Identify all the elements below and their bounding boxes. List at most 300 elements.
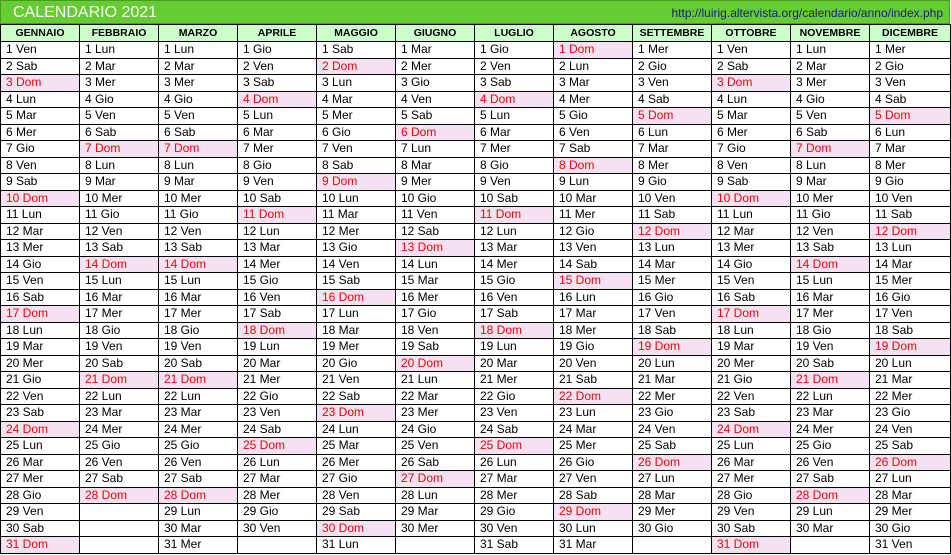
- day-row: [1, 438, 951, 455]
- day-cell: 22 Lun: [80, 388, 159, 405]
- day-cell: 26 Ven: [791, 454, 870, 471]
- day-cell: 5 Ven: [791, 108, 870, 125]
- day-cell: 5 Lun: [238, 108, 317, 125]
- day-row: [1, 141, 951, 158]
- day-cell: 24 Dom: [1, 421, 80, 438]
- day-cell: 29 Ven: [712, 504, 791, 521]
- day-cell: 28 Gio: [1, 487, 80, 504]
- day-cell: 3 Mer: [791, 75, 870, 92]
- day-cell: 3 Gio: [396, 75, 475, 92]
- day-cell: 13 Mer: [712, 240, 791, 257]
- day-cell: 29 Mer: [870, 504, 951, 521]
- day-cell: 27 Mar: [238, 471, 317, 488]
- month-header: DICEMBRE: [870, 25, 951, 42]
- day-row: [1, 421, 951, 438]
- day-cell: 10 Mer: [791, 190, 870, 207]
- day-cell: 2 Mar: [80, 58, 159, 75]
- day-cell: 9 Sab: [1, 174, 80, 191]
- day-cell: 19 Gio: [554, 339, 633, 356]
- day-cell: 20 Mar: [475, 355, 554, 372]
- day-cell: 20 Sab: [159, 355, 238, 372]
- day-cell: 17 Lun: [317, 306, 396, 323]
- day-cell: 9 Sab: [712, 174, 791, 191]
- day-cell: 12 Ven: [80, 223, 159, 240]
- day-row: [1, 124, 951, 141]
- day-cell: 18 Mar: [317, 322, 396, 339]
- day-cell: 14 Dom: [80, 256, 159, 273]
- month-header: GENNAIO: [1, 25, 80, 42]
- day-cell: 7 Mer: [475, 141, 554, 158]
- day-row: [1, 207, 951, 224]
- day-cell: 22 Lun: [791, 388, 870, 405]
- day-cell: 18 Lun: [712, 322, 791, 339]
- day-cell: 16 Ven: [475, 289, 554, 306]
- day-cell: 27 Gio: [317, 471, 396, 488]
- day-cell: 23 Gio: [870, 405, 951, 422]
- day-cell: 21 Dom: [159, 372, 238, 389]
- day-cell: 30 Sab: [1, 520, 80, 537]
- day-cell: 12 Lun: [475, 223, 554, 240]
- day-cell: 15 Ven: [712, 273, 791, 290]
- day-cell: 21 Gio: [1, 372, 80, 389]
- day-cell: 1 Gio: [238, 42, 317, 59]
- day-cell: 14 Dom: [791, 256, 870, 273]
- day-cell: 19 Ven: [159, 339, 238, 356]
- day-cell: 11 Mar: [317, 207, 396, 224]
- day-cell: 3 Sab: [475, 75, 554, 92]
- empty-cell: [80, 520, 159, 537]
- day-cell: 8 Dom: [554, 157, 633, 174]
- day-row: [1, 520, 951, 537]
- day-cell: 23 Sab: [1, 405, 80, 422]
- day-cell: 21 Mer: [238, 372, 317, 389]
- day-row: [1, 405, 951, 422]
- day-cell: 10 Sab: [238, 190, 317, 207]
- month-header: GIUGNO: [396, 25, 475, 42]
- day-cell: 16 Dom: [317, 289, 396, 306]
- day-cell: 19 Lun: [238, 339, 317, 356]
- day-cell: 28 Mar: [870, 487, 951, 504]
- day-cell: 24 Dom: [712, 421, 791, 438]
- month-header: MAGGIO: [317, 25, 396, 42]
- day-cell: 6 Gio: [317, 124, 396, 141]
- day-cell: 31 Ven: [870, 537, 951, 554]
- day-cell: 14 Ven: [317, 256, 396, 273]
- day-cell: 2 Mar: [159, 58, 238, 75]
- day-cell: 15 Mer: [870, 273, 951, 290]
- day-cell: 10 Mar: [554, 190, 633, 207]
- day-cell: 20 Gio: [317, 355, 396, 372]
- day-cell: 4 Mar: [317, 91, 396, 108]
- day-cell: 9 Gio: [870, 174, 951, 191]
- day-cell: 11 Mer: [554, 207, 633, 224]
- day-cell: 16 Ven: [238, 289, 317, 306]
- day-cell: 13 Ven: [554, 240, 633, 257]
- day-row: [1, 174, 951, 191]
- day-cell: 27 Mar: [475, 471, 554, 488]
- day-cell: 1 Dom: [554, 42, 633, 59]
- day-cell: 21 Dom: [791, 372, 870, 389]
- day-cell: 25 Dom: [238, 438, 317, 455]
- day-row: [1, 256, 951, 273]
- day-cell: 20 Ven: [554, 355, 633, 372]
- day-cell: 26 Dom: [870, 454, 951, 471]
- day-cell: 27 Lun: [633, 471, 712, 488]
- day-cell: 4 Lun: [712, 91, 791, 108]
- month-header: APRILE: [238, 25, 317, 42]
- day-cell: 27 Sab: [791, 471, 870, 488]
- month-header-row: [1, 25, 951, 42]
- empty-cell: [633, 537, 712, 554]
- empty-cell: [238, 537, 317, 554]
- day-cell: 22 Mer: [870, 388, 951, 405]
- day-cell: 30 Gio: [870, 520, 951, 537]
- day-cell: 4 Ven: [396, 91, 475, 108]
- day-cell: 24 Lun: [317, 421, 396, 438]
- day-row: [1, 42, 951, 59]
- day-cell: 22 Ven: [712, 388, 791, 405]
- day-cell: 27 Mer: [1, 471, 80, 488]
- day-cell: 23 Mer: [396, 405, 475, 422]
- day-cell: 9 Lun: [554, 174, 633, 191]
- day-cell: 13 Mer: [1, 240, 80, 257]
- day-cell: 22 Ven: [1, 388, 80, 405]
- calendar-body: [1, 42, 951, 554]
- day-cell: 22 Sab: [317, 388, 396, 405]
- day-cell: 28 Ven: [317, 487, 396, 504]
- day-cell: 6 Mer: [712, 124, 791, 141]
- day-row: [1, 504, 951, 521]
- day-cell: 7 Gio: [712, 141, 791, 158]
- day-cell: 10 Gio: [396, 190, 475, 207]
- day-cell: 8 Lun: [159, 157, 238, 174]
- day-cell: 22 Gio: [475, 388, 554, 405]
- day-cell: 17 Mar: [554, 306, 633, 323]
- day-cell: 30 Dom: [317, 520, 396, 537]
- day-cell: 12 Mar: [1, 223, 80, 240]
- day-row: [1, 240, 951, 257]
- day-cell: 22 Lun: [159, 388, 238, 405]
- day-cell: 6 Sab: [80, 124, 159, 141]
- day-cell: 25 Lun: [712, 438, 791, 455]
- day-cell: 8 Mer: [870, 157, 951, 174]
- day-cell: 29 Ven: [1, 504, 80, 521]
- day-cell: 30 Ven: [475, 520, 554, 537]
- day-cell: 30 Sab: [712, 520, 791, 537]
- day-cell: 13 Mar: [475, 240, 554, 257]
- day-cell: 26 Lun: [238, 454, 317, 471]
- day-cell: 18 Gio: [159, 322, 238, 339]
- day-row: [1, 454, 951, 471]
- day-cell: 9 Mar: [791, 174, 870, 191]
- day-cell: 17 Gio: [396, 306, 475, 323]
- day-cell: 17 Mer: [159, 306, 238, 323]
- day-cell: 6 Sab: [159, 124, 238, 141]
- day-cell: 7 Dom: [80, 141, 159, 158]
- day-cell: 15 Lun: [80, 273, 159, 290]
- day-cell: 25 Sab: [633, 438, 712, 455]
- day-cell: 3 Mer: [159, 75, 238, 92]
- day-cell: 5 Mar: [1, 108, 80, 125]
- day-cell: 18 Gio: [80, 322, 159, 339]
- day-cell: 15 Mer: [633, 273, 712, 290]
- day-cell: 8 Gio: [475, 157, 554, 174]
- day-cell: 15 Ven: [1, 273, 80, 290]
- day-cell: 19 Mer: [317, 339, 396, 356]
- day-cell: 25 Mar: [317, 438, 396, 455]
- day-cell: 5 Mar: [712, 108, 791, 125]
- day-cell: 20 Dom: [396, 355, 475, 372]
- day-cell: 14 Mar: [633, 256, 712, 273]
- day-cell: 29 Sab: [317, 504, 396, 521]
- day-cell: 3 Lun: [317, 75, 396, 92]
- day-cell: 1 Gio: [475, 42, 554, 59]
- source-url: http://luirig.altervista.org/calendario/anno/index.php: [671, 6, 943, 20]
- day-row: [1, 388, 951, 405]
- day-cell: 10 Ven: [633, 190, 712, 207]
- day-cell: 25 Gio: [159, 438, 238, 455]
- day-cell: 16 Sab: [712, 289, 791, 306]
- empty-cell: [80, 537, 159, 554]
- day-cell: 2 Gio: [870, 58, 951, 75]
- day-cell: 7 Mar: [633, 141, 712, 158]
- day-cell: 5 Sab: [396, 108, 475, 125]
- day-cell: 28 Dom: [80, 487, 159, 504]
- day-cell: 16 Mer: [396, 289, 475, 306]
- day-cell: 14 Gio: [1, 256, 80, 273]
- day-cell: 14 Mer: [475, 256, 554, 273]
- day-cell: 21 Mar: [633, 372, 712, 389]
- day-cell: 9 Mar: [80, 174, 159, 191]
- day-cell: 10 Mer: [80, 190, 159, 207]
- day-cell: 1 Ven: [712, 42, 791, 59]
- day-cell: 20 Mar: [238, 355, 317, 372]
- day-cell: 1 Lun: [791, 42, 870, 59]
- day-cell: 13 Lun: [870, 240, 951, 257]
- day-cell: 4 Sab: [633, 91, 712, 108]
- day-cell: 7 Sab: [554, 141, 633, 158]
- day-cell: 26 Lun: [475, 454, 554, 471]
- day-row: [1, 157, 951, 174]
- day-cell: 13 Mar: [238, 240, 317, 257]
- day-cell: 20 Mer: [1, 355, 80, 372]
- day-cell: 7 Dom: [791, 141, 870, 158]
- day-cell: 12 Lun: [238, 223, 317, 240]
- day-cell: 11 Gio: [159, 207, 238, 224]
- day-cell: 23 Ven: [238, 405, 317, 422]
- day-cell: 12 Ven: [791, 223, 870, 240]
- day-row: [1, 322, 951, 339]
- day-cell: 28 Mer: [475, 487, 554, 504]
- day-cell: 13 Gio: [317, 240, 396, 257]
- day-row: [1, 75, 951, 92]
- day-cell: 19 Mar: [712, 339, 791, 356]
- day-cell: 15 Dom: [554, 273, 633, 290]
- day-cell: 20 Sab: [80, 355, 159, 372]
- day-cell: 21 Mar: [870, 372, 951, 389]
- day-cell: 3 Mer: [80, 75, 159, 92]
- day-cell: 5 Ven: [80, 108, 159, 125]
- day-cell: 14 Dom: [159, 256, 238, 273]
- day-cell: 3 Mar: [554, 75, 633, 92]
- day-cell: 6 Dom: [396, 124, 475, 141]
- day-cell: 23 Mar: [80, 405, 159, 422]
- day-cell: 7 Mer: [238, 141, 317, 158]
- day-cell: 22 Dom: [554, 388, 633, 405]
- day-cell: 2 Dom: [317, 58, 396, 75]
- day-cell: 2 Lun: [554, 58, 633, 75]
- day-cell: 11 Gio: [80, 207, 159, 224]
- day-cell: 21 Lun: [396, 372, 475, 389]
- day-cell: 29 Mar: [396, 504, 475, 521]
- day-cell: 10 Lun: [317, 190, 396, 207]
- day-cell: 10 Dom: [1, 190, 80, 207]
- day-row: [1, 91, 951, 108]
- day-cell: 11 Dom: [238, 207, 317, 224]
- day-cell: 27 Mer: [712, 471, 791, 488]
- day-cell: 4 Dom: [475, 91, 554, 108]
- day-cell: 11 Dom: [475, 207, 554, 224]
- day-cell: 2 Ven: [475, 58, 554, 75]
- day-cell: 14 Gio: [712, 256, 791, 273]
- day-cell: 7 Lun: [396, 141, 475, 158]
- day-cell: 21 Gio: [712, 372, 791, 389]
- day-cell: 16 Gio: [870, 289, 951, 306]
- day-cell: 18 Sab: [633, 322, 712, 339]
- day-cell: 10 Mer: [159, 190, 238, 207]
- month-header: FEBBRAIO: [80, 25, 159, 42]
- day-cell: 15 Gio: [238, 273, 317, 290]
- day-cell: 14 Lun: [396, 256, 475, 273]
- day-cell: 12 Mer: [317, 223, 396, 240]
- day-cell: 13 Sab: [159, 240, 238, 257]
- day-row: [1, 289, 951, 306]
- day-cell: 30 Mar: [159, 520, 238, 537]
- day-cell: 18 Dom: [475, 322, 554, 339]
- day-cell: 5 Lun: [475, 108, 554, 125]
- day-cell: 5 Mer: [317, 108, 396, 125]
- day-row: [1, 190, 951, 207]
- day-cell: 30 Ven: [238, 520, 317, 537]
- day-cell: 8 Sab: [317, 157, 396, 174]
- day-cell: 27 Dom: [396, 471, 475, 488]
- day-cell: 25 Sab: [870, 438, 951, 455]
- day-cell: 8 Gio: [238, 157, 317, 174]
- day-cell: 4 Gio: [791, 91, 870, 108]
- day-cell: 21 Sab: [554, 372, 633, 389]
- day-cell: 26 Dom: [633, 454, 712, 471]
- day-row: [1, 58, 951, 75]
- day-cell: 26 Ven: [80, 454, 159, 471]
- calendar-table: [0, 24, 951, 554]
- day-cell: 28 Lun: [396, 487, 475, 504]
- month-header: MARZO: [159, 25, 238, 42]
- day-cell: 11 Sab: [870, 207, 951, 224]
- day-row: [1, 537, 951, 554]
- day-cell: 4 Gio: [159, 91, 238, 108]
- day-cell: 17 Mer: [791, 306, 870, 323]
- day-cell: 5 Dom: [633, 108, 712, 125]
- day-cell: 19 Ven: [791, 339, 870, 356]
- day-cell: 29 Gio: [475, 504, 554, 521]
- day-cell: 1 Lun: [80, 42, 159, 59]
- day-cell: 9 Dom: [317, 174, 396, 191]
- day-cell: 1 Mer: [870, 42, 951, 59]
- day-cell: 13 Sab: [791, 240, 870, 257]
- day-cell: 19 Sab: [396, 339, 475, 356]
- day-cell: 27 Sab: [80, 471, 159, 488]
- day-cell: 10 Ven: [870, 190, 951, 207]
- day-cell: 28 Mar: [633, 487, 712, 504]
- day-cell: 7 Dom: [159, 141, 238, 158]
- day-row: [1, 471, 951, 488]
- day-cell: 26 Gio: [554, 454, 633, 471]
- day-cell: 21 Ven: [317, 372, 396, 389]
- day-cell: 23 Dom: [317, 405, 396, 422]
- day-cell: 12 Ven: [159, 223, 238, 240]
- day-cell: 20 Mer: [712, 355, 791, 372]
- day-cell: 26 Mar: [1, 454, 80, 471]
- day-cell: 24 Sab: [475, 421, 554, 438]
- day-cell: 15 Mar: [396, 273, 475, 290]
- day-cell: 13 Sab: [80, 240, 159, 257]
- day-cell: 17 Dom: [1, 306, 80, 323]
- day-cell: 18 Mer: [554, 322, 633, 339]
- month-header: NOVEMBRE: [791, 25, 870, 42]
- day-cell: 4 Dom: [238, 91, 317, 108]
- day-cell: 11 Lun: [1, 207, 80, 224]
- day-cell: 4 Mer: [554, 91, 633, 108]
- day-cell: 18 Sab: [870, 322, 951, 339]
- day-cell: 18 Lun: [1, 322, 80, 339]
- day-cell: 12 Gio: [554, 223, 633, 240]
- day-cell: 6 Mar: [238, 124, 317, 141]
- month-header: OTTOBRE: [712, 25, 791, 42]
- day-cell: 25 Lun: [1, 438, 80, 455]
- day-cell: 1 Ven: [1, 42, 80, 59]
- day-cell: 15 Lun: [159, 273, 238, 290]
- day-cell: 24 Sab: [238, 421, 317, 438]
- day-cell: 10 Dom: [712, 190, 791, 207]
- day-cell: 17 Mer: [80, 306, 159, 323]
- day-cell: 2 Mar: [791, 58, 870, 75]
- day-cell: 19 Ven: [80, 339, 159, 356]
- day-cell: 22 Mer: [633, 388, 712, 405]
- day-cell: 11 Sab: [633, 207, 712, 224]
- month-header: LUGLIO: [475, 25, 554, 42]
- day-cell: 23 Mar: [791, 405, 870, 422]
- day-cell: 8 Lun: [791, 157, 870, 174]
- day-cell: 26 Ven: [159, 454, 238, 471]
- day-row: [1, 108, 951, 125]
- day-cell: 30 Mer: [396, 520, 475, 537]
- day-cell: 31 Sab: [475, 537, 554, 554]
- day-cell: 15 Gio: [475, 273, 554, 290]
- day-cell: 23 Lun: [554, 405, 633, 422]
- day-cell: 24 Ven: [870, 421, 951, 438]
- day-cell: 19 Lun: [475, 339, 554, 356]
- day-cell: 31 Mar: [554, 537, 633, 554]
- day-row: [1, 223, 951, 240]
- day-cell: 28 Gio: [712, 487, 791, 504]
- day-cell: 9 Gio: [633, 174, 712, 191]
- day-cell: 6 Lun: [633, 124, 712, 141]
- day-cell: 24 Mer: [159, 421, 238, 438]
- day-cell: 2 Mer: [396, 58, 475, 75]
- day-cell: 24 Ven: [633, 421, 712, 438]
- day-cell: 9 Ven: [238, 174, 317, 191]
- day-cell: 7 Mar: [870, 141, 951, 158]
